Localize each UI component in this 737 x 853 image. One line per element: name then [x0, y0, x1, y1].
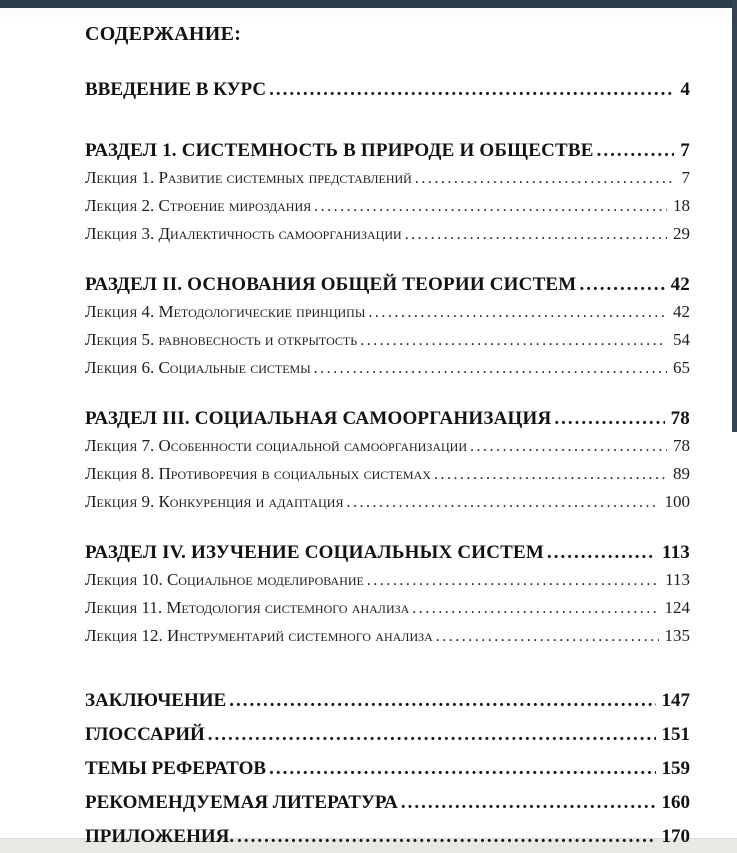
entry-page-number: 54: [673, 330, 690, 349]
entry-label: Лекция 4. Методологические принципы: [85, 302, 366, 321]
entry-label: Лекция 10. Социальное моделирование: [85, 570, 364, 589]
toc-section: [85, 271, 690, 382]
dot-leader: [554, 405, 664, 432]
entry-page-number: 7: [681, 168, 690, 187]
entry-label: Лекция 3. Диалектичность самоорганизации: [85, 224, 402, 243]
toc-entry-back-matter[interactable]: [85, 820, 690, 853]
dot-leader: [367, 567, 659, 594]
entry-page-number: 42: [673, 302, 690, 321]
toc-entry-lecture[interactable]: [85, 220, 690, 248]
entry-label: ГЛОССАРИЙ: [85, 724, 205, 745]
toc-section: [85, 137, 690, 248]
entry-page-number: 89: [673, 464, 690, 483]
toc-entry-lecture[interactable]: [85, 432, 690, 460]
entry-label: Лекция 7. Особенности социальной самоорганизации: [85, 436, 468, 455]
toc-entry-lecture[interactable]: [85, 326, 690, 354]
toc-section-heading[interactable]: [85, 539, 690, 566]
entry-label: РЕКОМЕНДУЕМАЯ ЛИТЕРАТУРА: [85, 792, 398, 813]
entry-page-number: 78: [670, 408, 690, 429]
toc-entry-lecture[interactable]: [85, 192, 690, 220]
dot-leader: [579, 271, 664, 298]
toc-section: [85, 539, 690, 650]
toc-section: [85, 405, 690, 516]
toc-entry-lecture[interactable]: [85, 622, 690, 650]
dot-leader: [360, 327, 667, 354]
entry-page-number: 7: [680, 140, 690, 161]
toc-entry-lecture[interactable]: [85, 164, 690, 192]
entry-label: Лекция 5. равновесность и открытость: [85, 330, 358, 349]
entry-page-number: 113: [661, 542, 690, 563]
toc-entry-lecture[interactable]: [85, 298, 690, 326]
entry-label: Лекция 1. Развитие системных представлений: [85, 168, 412, 187]
toc-back-matter: [85, 684, 690, 853]
entry-label: Лекция 12. Инструментарий системного анализа: [85, 626, 433, 645]
entry-label: РАЗДЕЛ II. ОСНОВАНИЯ ОБЩЕЙ ТЕОРИИ СИСТЕМ: [85, 274, 577, 295]
dot-leader: [415, 165, 676, 192]
entry-page-number: 4: [680, 79, 690, 100]
dot-leader: [237, 820, 655, 853]
entry-page-number: 113: [665, 570, 690, 589]
dot-leader: [346, 489, 658, 516]
entry-page-number: 159: [661, 758, 690, 779]
entry-page-number: 124: [664, 598, 690, 617]
toc-section-heading[interactable]: [85, 137, 690, 164]
dot-leader: [269, 78, 674, 102]
entry-label: РАЗДЕЛ III. СОЦИАЛЬНАЯ САМООРГАНИЗАЦИЯ: [85, 408, 552, 429]
toc-entry-lecture[interactable]: [85, 354, 690, 382]
dot-leader: [208, 718, 656, 752]
right-edge-bar: [732, 0, 737, 432]
toc-sections: [85, 137, 690, 650]
dot-leader: [314, 355, 667, 382]
toc-entry-back-matter[interactable]: [85, 786, 690, 820]
toc-entry-lecture[interactable]: [85, 566, 690, 594]
toc-entry-back-matter[interactable]: [85, 684, 690, 718]
toc-entry-lecture[interactable]: [85, 594, 690, 622]
entry-page-number: 160: [661, 792, 690, 813]
entry-page-number: 100: [664, 492, 690, 511]
top-edge-bar: [0, 0, 737, 8]
entry-page-number: 65: [673, 358, 690, 377]
toc-content: [85, 8, 690, 853]
dot-leader: [436, 623, 659, 650]
dot-leader: [229, 684, 655, 718]
page-title: СОДЕРЖАНИЕ:: [85, 23, 242, 45]
toc-entry-back-matter[interactable]: [85, 718, 690, 752]
entry-label: Лекция 11. Методология системного анализа: [85, 598, 410, 617]
entry-label: Лекция 2. Строение мироздания: [85, 196, 312, 215]
dot-leader: [434, 461, 667, 488]
entry-label: РАЗДЕЛ 1. СИСТЕМНОСТЬ В ПРИРОДЕ И ОБЩЕСТВЕ: [85, 140, 594, 161]
entry-label: ЗАКЛЮЧЕНИЕ: [85, 690, 227, 711]
toc-section-heading[interactable]: [85, 271, 690, 298]
toc-entry-lecture[interactable]: [85, 488, 690, 516]
entry-page-number: 135: [664, 626, 690, 645]
toc-section-heading[interactable]: [85, 405, 690, 432]
entry-label: ВВЕДЕНИЕ В КУРС: [85, 79, 267, 100]
dot-leader: [401, 786, 656, 820]
entry-label: РАЗДЕЛ IV. ИЗУЧЕНИЕ СОЦИАЛЬНЫХ СИСТЕМ: [85, 542, 545, 563]
entry-page-number: 147: [661, 690, 690, 711]
dot-leader: [470, 433, 667, 460]
entry-page-number: 170: [661, 826, 690, 847]
dot-leader: [597, 137, 675, 164]
entry-label: ТЕМЫ РЕФЕРАТОВ: [85, 758, 267, 779]
toc-entry-introduction[interactable]: [85, 78, 690, 102]
entry-page-number: 78: [673, 436, 690, 455]
dot-leader: [269, 752, 655, 786]
dot-leader: [368, 299, 667, 326]
entry-page-number: 18: [673, 196, 690, 215]
toc-entry-lecture[interactable]: [85, 460, 690, 488]
dot-leader: [314, 193, 667, 220]
entry-label: Лекция 8. Противоречия в социальных системах: [85, 464, 431, 483]
entry-label: Лекция 6. Социальные системы: [85, 358, 311, 377]
dot-leader: [547, 539, 656, 566]
dot-leader: [412, 595, 658, 622]
entry-label: Лекция 9. Конкуренция и адаптация: [85, 492, 344, 511]
entry-page-number: 42: [670, 274, 690, 295]
entry-label: ПРИЛОЖЕНИЯ.: [85, 826, 235, 847]
toc-entry-back-matter[interactable]: [85, 752, 690, 786]
entry-page-number: 29: [673, 224, 690, 243]
entry-page-number: 151: [661, 724, 690, 745]
dot-leader: [405, 221, 667, 248]
